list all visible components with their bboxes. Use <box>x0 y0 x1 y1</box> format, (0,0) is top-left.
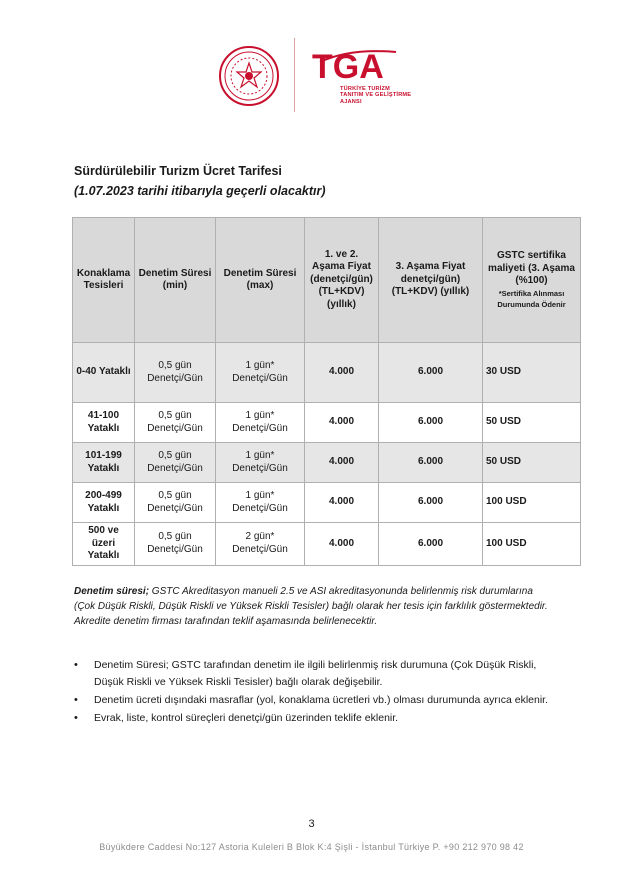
cell-duration-min: 0,5 gün Denetçi/Gün <box>135 403 216 443</box>
cell-gstc-cost: 100 USD <box>483 483 581 523</box>
header-facility: Konaklama Tesisleri <box>73 218 135 343</box>
header-gstc-note: *Sertifika Alınması Durumunda Ödenir <box>497 288 566 309</box>
table-row <box>73 483 581 523</box>
page-header <box>0 0 623 120</box>
cell-price-stage12: 4.000 <box>305 483 379 523</box>
tga-sub-line: TÜRKİYE TURİZM <box>340 86 391 92</box>
info-bullet-list <box>74 657 554 728</box>
cell-duration-min: 0,5 gün Denetçi/Gün <box>135 343 216 403</box>
cell-price-stage12: 4.000 <box>305 403 379 443</box>
header-gstc-cost <box>483 218 581 343</box>
tariff-table <box>72 217 581 566</box>
duration-note-lead: Denetim süresi; <box>74 586 150 597</box>
header-price-stage3: 3. Aşama Fiyat denetçi/gün) (TL+KDV) (yıllık) <box>379 218 483 343</box>
table-row <box>73 523 581 566</box>
list-item: • Evrak, liste, kontrol süreçleri denetçi/gün üzerinden teklife eklenir. <box>74 710 554 727</box>
cell-facility: 500 ve üzeri Yataklı <box>73 523 135 566</box>
tga-logo-subtitle <box>340 86 420 105</box>
header-duration-min: Denetim Süresi (min) <box>135 218 216 343</box>
cell-duration-max: 1 gün* Denetçi/Gün <box>216 443 305 483</box>
cell-facility: 101-199 Yataklı <box>73 443 135 483</box>
cell-duration-min: 0,5 gün Denetçi/Gün <box>135 483 216 523</box>
cell-price-stage3: 6.000 <box>379 523 483 566</box>
list-item: • Denetim Süresi; GSTC tarafından denetim ile ilgili belirlenmiş risk durumuna (Çok Düşük Riskli, Düşük Riskli ve Yüksek Riskli Tesisler) bağlı olarak değişebilir. <box>74 657 554 691</box>
header-duration-max: Denetim Süresi (max) <box>216 218 305 343</box>
duration-note-text: GSTC Akreditasyon manueli 2.5 ve ASI akreditasyonunda belirlenmiş risk durumlarına (Çok Düşük Riskli, Düşük Riskli ve Yüksek Riskli Tesisler) bağlı olarak her tesis için farklılık göstermektedir. Akredite denetim firması tarafından teklif aşamasında belirlenecektir. <box>74 586 548 627</box>
list-item: • Denetim ücreti dışındaki masraflar (yol, konaklama ücretleri vb.) olması durumunda ayrıca eklenir. <box>74 692 554 709</box>
cell-price-stage3: 6.000 <box>379 483 483 523</box>
cell-duration-max: 1 gün* Denetçi/Gün <box>216 403 305 443</box>
tga-logo-text: TGA <box>312 48 384 86</box>
cell-duration-max: 2 gün* Denetçi/Gün <box>216 523 305 566</box>
duration-note <box>74 584 552 629</box>
header-gstc-cost-label: GSTC sertifika maliyeti (3. Aşama (%100) <box>488 250 575 287</box>
cell-gstc-cost: 30 USD <box>483 343 581 403</box>
cell-price-stage12: 4.000 <box>305 523 379 566</box>
table-header-row <box>73 218 581 343</box>
cell-price-stage3: 6.000 <box>379 343 483 403</box>
table-row <box>73 343 581 403</box>
cell-gstc-cost: 50 USD <box>483 403 581 443</box>
tga-sub-line: TANITIM VE GELİŞTİRME <box>340 92 412 99</box>
page-title: Sürdürülebilir Turizm Ücret Tarifesi <box>74 164 282 178</box>
cell-facility: 41-100 Yataklı <box>73 403 135 443</box>
tga-sub-line: AJANSI <box>340 98 362 105</box>
header-price-stage12: 1. ve 2. Aşama Fiyat (denetçi/gün) (TL+KDV) (yıllık) <box>305 218 379 343</box>
cell-duration-min: 0,5 gün Denetçi/Gün <box>135 523 216 566</box>
page-number: 3 <box>308 818 315 830</box>
cell-duration-max: 1 gün* Denetçi/Gün <box>216 343 305 403</box>
table-row <box>73 443 581 483</box>
cell-duration-min: 0,5 gün Denetçi/Gün <box>135 443 216 483</box>
cell-facility: 200-499 Yataklı <box>73 483 135 523</box>
cell-price-stage12: 4.000 <box>305 443 379 483</box>
ministry-seal-icon <box>218 45 280 107</box>
header-divider <box>294 38 295 112</box>
table-row <box>73 403 581 443</box>
cell-duration-max: 1 gün* Denetçi/Gün <box>216 483 305 523</box>
cell-facility: 0-40 Yataklı <box>73 343 135 403</box>
cell-price-stage3: 6.000 <box>379 443 483 483</box>
cell-gstc-cost: 50 USD <box>483 443 581 483</box>
cell-gstc-cost: 100 USD <box>483 523 581 566</box>
cell-price-stage12: 4.000 <box>305 343 379 403</box>
cell-price-stage3: 6.000 <box>379 403 483 443</box>
page-footer-address: Büyükdere Caddesi No:127 Astoria Kuleleri B Blok K:4 Şişli - İstanbul Türkiye P. +90 212 970 98 42 <box>99 842 524 852</box>
page-subtitle: (1.07.2023 tarihi itibarıyla geçerli olacaktır) <box>74 184 326 198</box>
